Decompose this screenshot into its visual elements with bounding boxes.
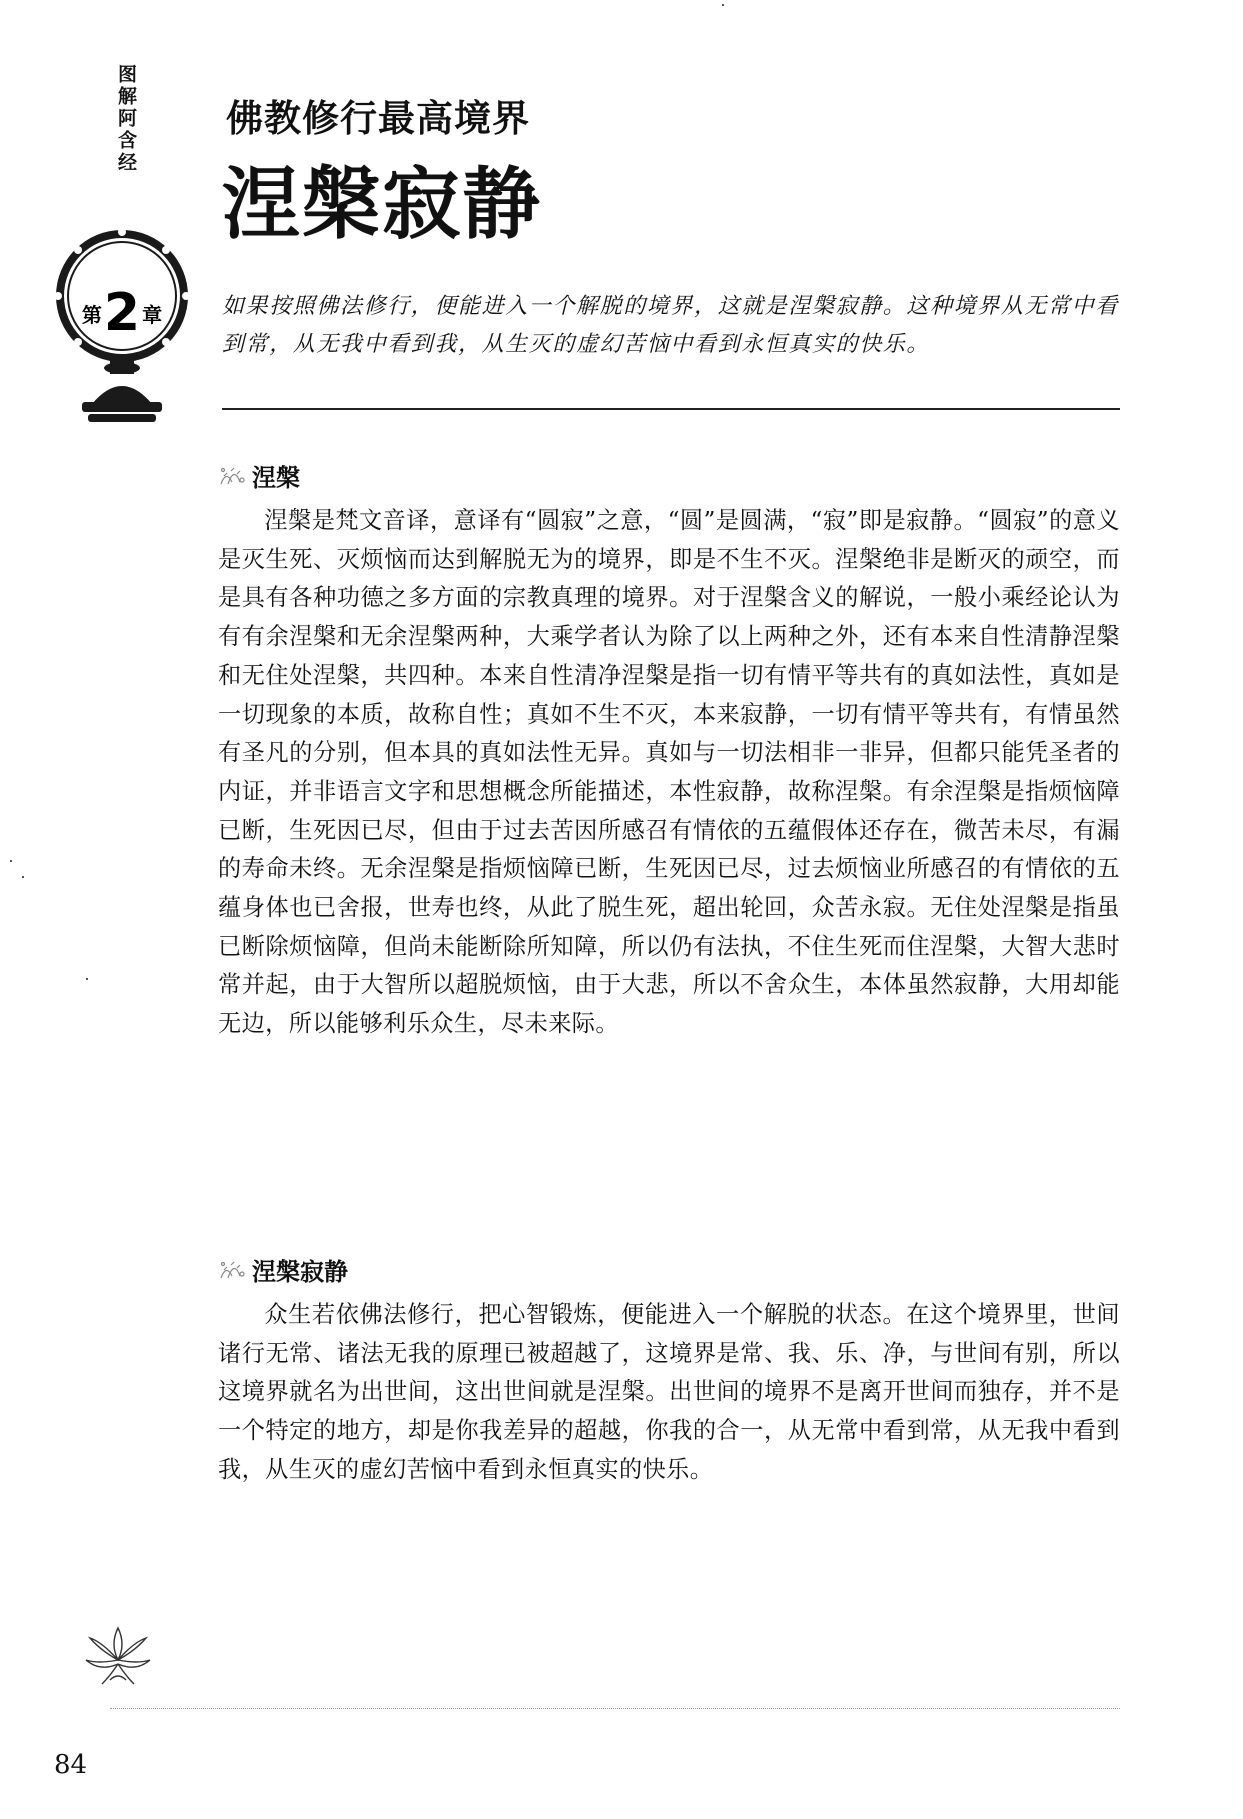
footer-divider [110, 1708, 1120, 1709]
section-heading-text: 涅槃 [252, 463, 300, 492]
chapter-prefix: 第 [81, 302, 102, 327]
intro-paragraph: 如果按照佛法修行，便能进入一个解脱的境界，这就是涅槃寂静。这种境界从无常中看到常，从无我中看到我，从生灭的虚幻苦恼中看到永恒真实的快乐。 [222, 294, 1119, 357]
section-heading [218, 458, 1120, 492]
section-nirvana [218, 458, 1120, 1044]
lotus-flower-icon [80, 1620, 156, 1690]
scan-speck [10, 860, 12, 862]
section-heading-text: 涅槃寂静 [252, 1257, 348, 1286]
section-nirvana-tranquility [218, 1252, 1120, 1490]
chapter-number: 2 [103, 283, 141, 343]
header-divider [222, 408, 1120, 410]
page-title: 涅槃寂静 [222, 159, 543, 250]
chapter-label [74, 284, 170, 342]
chapter-badge [52, 218, 192, 430]
chapter-suffix: 章 [142, 302, 163, 327]
section-heading [218, 1252, 1120, 1286]
scan-speck [86, 978, 88, 980]
section-body: 涅槃是梵文音译，意译有“圆寂”之意，“圆”是圆满，“寂”即是寂静。“圆寂”的意义是灭生死、灭烦恼而达到解脱无为的境界，即是不生不灭。涅槃绝非是断灭的顽空，而是具有各种功德之多方面的宗教真理的境界。对于涅槃含义的解说，一般小乘经论认为有有余涅槃和无余涅槃两种，大乘学者认为除了以上两种之外，还有本来自性清静涅槃和无住处涅槃，共四种。本来自性清净涅槃是指一切有情平等共有的真如法性，真如是一切现象的本质，故称自性；真如不生不灭，本来寂静，一切有情平等共有，有情虽然有圣凡的分别，但本具的真如法性无异。真如与一切法相非一非异，但都只能凭圣者的内证，并非语言文字和思想概念所能描述，本性寂静，故称涅槃。有余涅槃是指烦恼障已断，生死因已尽，但由于过去苦因所感召有情依的五蕴假体还存在，微苦未尽，有漏的寿命未终。无余涅槃是指烦恼障已断，生死因已尽，过去烦恼业所感召的有情依的五蕴身体也已舍报，世寿也终，从此了脱生死，超出轮回，众苦永寂。无住处涅槃是指虽已断除烦恼障，但尚未能断除所知障，所以仍有法执，不住生死而住涅槃，大智大悲时常并起，由于大智所以超脱烦恼，由于大悲，所以不舍众生，本体虽然寂静，大用却能无边，所以能够利乐众生，尽未来际。 [218, 507, 1120, 1038]
book-title-vertical: 图解阿含经 [115, 64, 137, 174]
scan-speck [22, 876, 24, 878]
scan-speck [722, 4, 724, 6]
lotus-ornament-icon [218, 462, 248, 488]
kicker-title: 佛教修行最高境界 [226, 97, 530, 140]
page-number: 84 [54, 1750, 88, 1780]
lotus-ornament-icon [218, 1256, 248, 1282]
section-body: 众生若依佛法修行，把心智锻炼，便能进入一个解脱的状态。在这个境界里，世间诸行无常、诸法无我的原理已被超越了，这境界是常、我、乐、净，与世间有别，所以这境界就名为出世间，这出世间就是涅槃。出世间的境界不是离开世间而独存，并不是一个特定的地方，却是你我差异的超越，你我的合一，从无常中看到常，从无我中看到我，从生灭的虚幻苦恼中看到永恒真实的快乐。 [218, 1301, 1120, 1483]
